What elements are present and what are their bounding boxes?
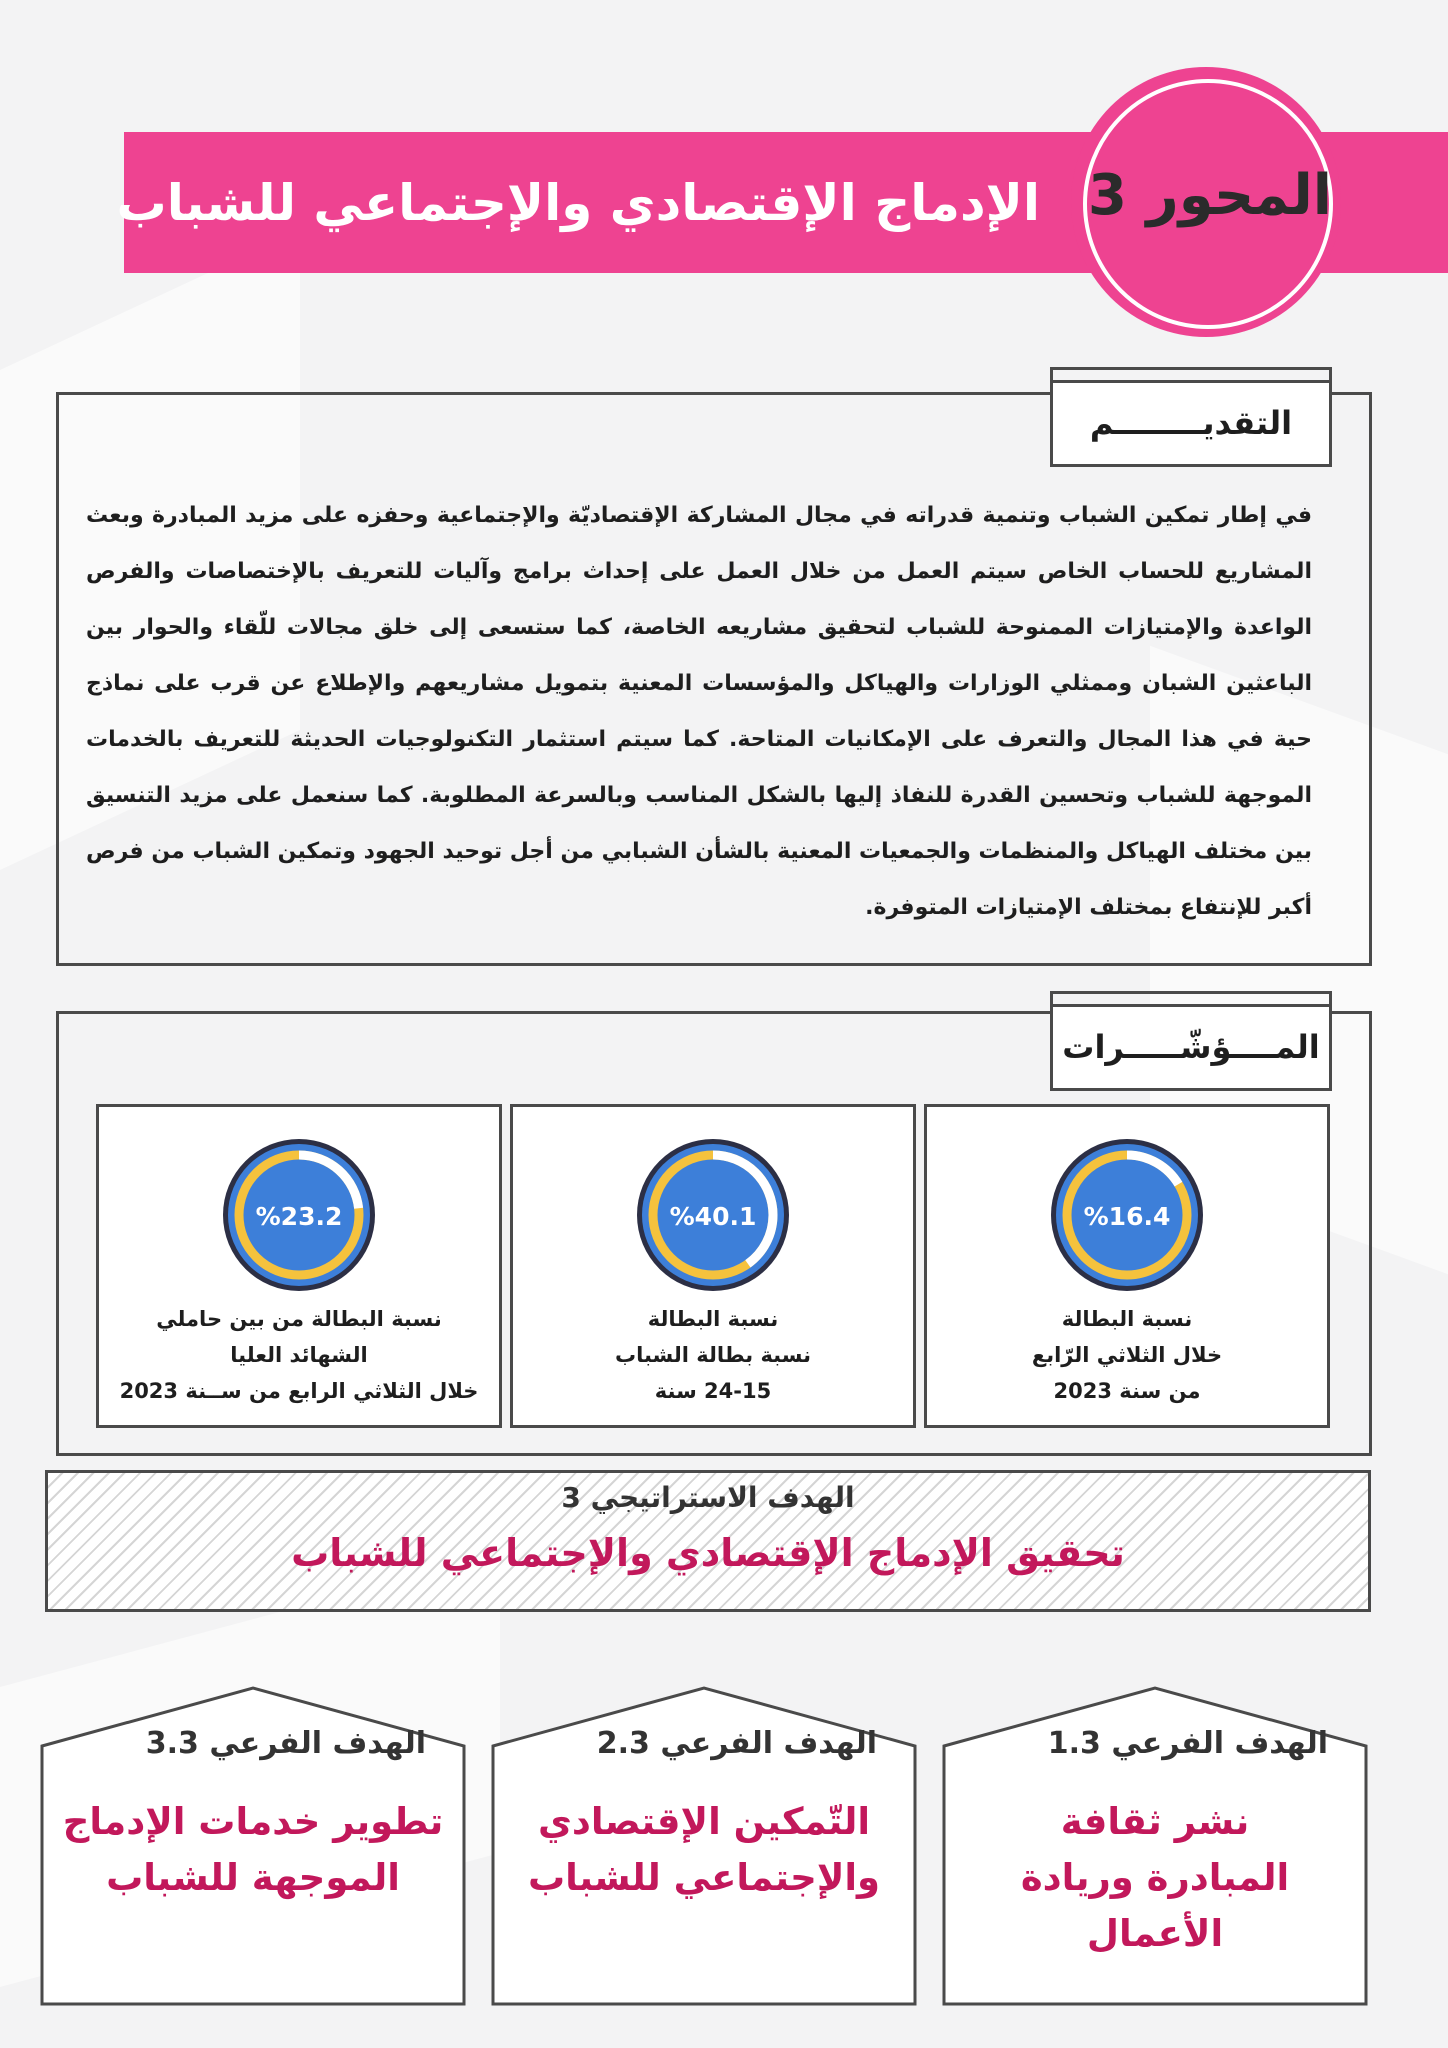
page-title: الإدماج الإقتصادي والإجتماعي للشباب xyxy=(116,174,1040,232)
subgoal-label: الهدف الفرعي 1.3 xyxy=(1047,1726,1328,1761)
subgoal-label: الهدف الفرعي 2.3 xyxy=(596,1726,877,1761)
donut-chart xyxy=(221,1137,377,1293)
subgoal-title-line: التّمكين الإقتصادي xyxy=(537,1800,871,1843)
donut-value-label: %40.1 xyxy=(669,1202,757,1231)
caption-line: خلال الثلاثي الرابع من ســنة 2023 xyxy=(119,1379,479,1403)
subgoal-title-line: المبادرة وريادة الأعمال xyxy=(1020,1856,1290,1955)
subgoal-card xyxy=(942,1686,1368,2006)
axis-label: المحور 3 xyxy=(1088,163,1332,228)
indicator-caption xyxy=(523,1301,903,1409)
subgoal-title-line: والإجتماعي للشباب xyxy=(527,1856,881,1899)
indicator-card xyxy=(924,1104,1330,1428)
caption-line: نسبة البطالة من بين حاملي xyxy=(156,1307,442,1331)
subgoal-title xyxy=(501,1794,907,1906)
donut-value-label: %16.4 xyxy=(1083,1202,1171,1231)
caption-line: نسبة البطالة xyxy=(647,1307,779,1331)
strategic-goal-label: الهدف الاستراتيجي 3 xyxy=(561,1481,855,1514)
intro-heading: التقديــــــــم xyxy=(1050,380,1332,467)
caption-line: من سنة 2023 xyxy=(1053,1379,1201,1403)
subgoal-title-line: نشر ثقافة xyxy=(1060,1800,1250,1843)
donut-chart xyxy=(1049,1137,1205,1293)
subgoal-label: الهدف الفرعي 3.3 xyxy=(145,1726,426,1761)
caption-line: نسبة البطالة xyxy=(1061,1307,1193,1331)
indicator-caption xyxy=(937,1301,1317,1409)
intro-paragraph: في إطار تمكين الشباب وتنمية قدراته في مجال المشاركة الإقتصاديّة والإجتماعية وحفزه على مزيد المبادرة وبعث المشاريع للحساب الخاص سيتم العمل من خلال العمل على إحداث برامج وآليات للتعريف بالإختصاصات والفرص الواعدة والإمتيازات الممنوحة للشباب لتحقيق مشاريعه الخاصة، كما ستسعى إلى خلق مجالات للّقاء والحوار بين الباعثين الشبان وممثلي الوزارات والهياكل والمؤسسات المعنية بتمويل مشاريعهم والإطلاع عن قرب على نماذج حية في هذا المجال والتعرف على الإمكانيات المتاحة. كما سيتم استثمار التكنولوجيات الحديثة للتعريف بالخدمات الموجهة للشباب وتحسين القدرة للنفاذ إليها بالشكل المناسب وبالسرعة المطلوبة. كما سنعمل على مزيد التنسيق بين مختلف الهياكل والمنظمات والجمعيات المعنية بالشأن الشبابي من أجل توحيد الجهود وتمكين الشباب من فرص أكبر للإنتفاع بمختلف الإمتيازات المتوفرة. xyxy=(86,503,1312,920)
subgoal-title-line: تطوير خدمات الإدماج xyxy=(62,1800,444,1843)
strategic-goal-box xyxy=(45,1470,1371,1612)
subgoal-title-line: الموجهة للشباب xyxy=(106,1856,400,1899)
subgoal-card xyxy=(491,1686,917,2006)
caption-line: نسبة بطالة الشباب xyxy=(614,1343,812,1367)
indicator-card xyxy=(510,1104,916,1428)
donut-value-label: %23.2 xyxy=(255,1202,343,1231)
caption-line: خلال الثلاثي الرّابع xyxy=(1031,1343,1223,1367)
caption-line: 24-15 سنة xyxy=(654,1379,772,1403)
subgoal-title xyxy=(50,1794,456,1906)
caption-line: الشهائد العليا xyxy=(230,1343,368,1367)
strategic-goal-title: تحقيق الإدماج الإقتصادي والإجتماعي للشباب xyxy=(291,1531,1125,1575)
indicator-card xyxy=(96,1104,502,1428)
subgoal-card xyxy=(40,1686,466,2006)
indicators-heading: المــــؤشّـــــرات xyxy=(1050,1004,1332,1091)
donut-chart xyxy=(635,1137,791,1293)
subgoal-title xyxy=(952,1794,1358,1962)
indicator-caption xyxy=(109,1301,489,1409)
